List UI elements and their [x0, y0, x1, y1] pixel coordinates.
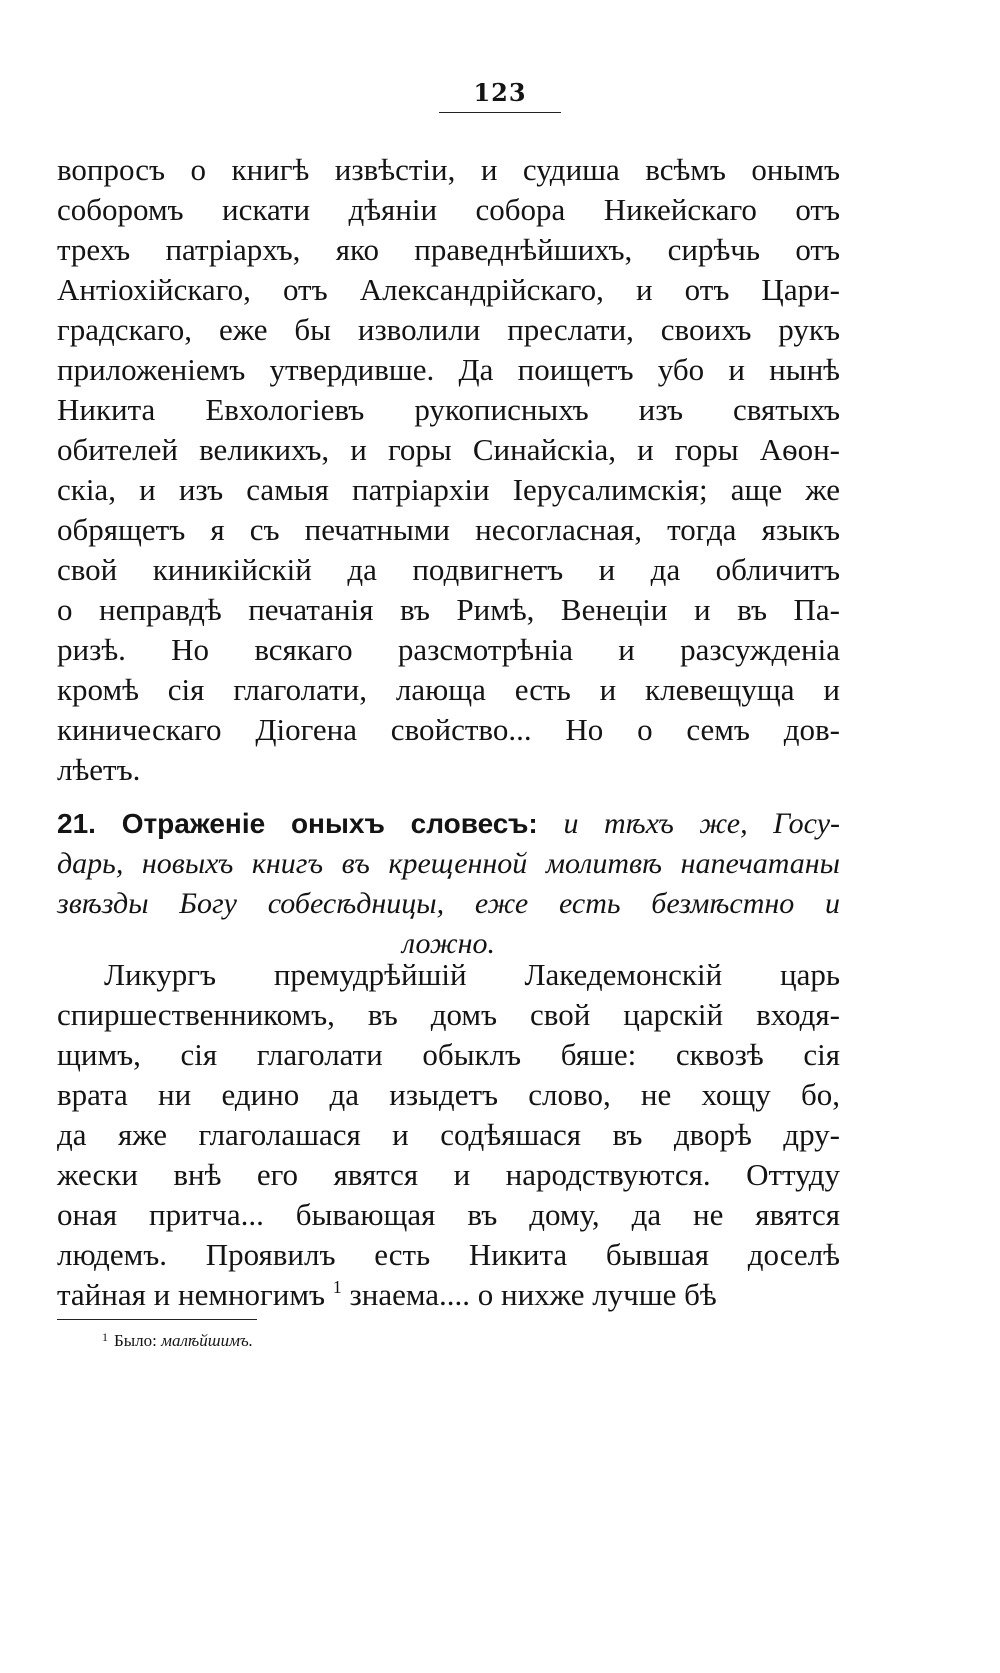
paragraph-2	[57, 955, 840, 1315]
paragraph-1-line: о неправдѣ печатанія въ Римѣ, Венеціи и въ Па-	[57, 592, 840, 627]
paragraph-2-line: щимъ, сія глаголати обыклъ бяше: сквозѣ сія	[57, 1037, 840, 1072]
paragraph-1-line: обителей великихъ, и горы Синайскіа, и горы Аѳон-	[57, 432, 840, 467]
heading-label: Отраженіе оныхъ словесъ:	[121, 808, 538, 839]
footnote-divider	[57, 1319, 257, 1320]
paragraph-1	[57, 150, 840, 790]
paragraph-2-lines	[57, 955, 840, 1275]
last-line-before-mark: тайная и немногимъ	[57, 1277, 325, 1312]
paragraph-1-line: свой киникійскій да подвигнетъ и да обличитъ	[57, 552, 840, 587]
paragraph-2-last-line	[57, 1275, 840, 1315]
heading-italic-4: ложно.	[402, 927, 495, 960]
paragraph-2-line: врата ни едино да изыдетъ слово, не хощу бо,	[57, 1077, 840, 1112]
paragraph-1-line: приложеніемъ утвердивше. Да поищетъ убо и нынѣ	[57, 352, 840, 387]
footnote	[102, 1326, 253, 1352]
heading-line-2	[57, 843, 840, 883]
paragraph-1-line: вопросъ о книгѣ извѣстіи, и судиша всѣмъ онымъ	[57, 152, 840, 187]
heading-italic-3: звѣзды Богу собесѣдницы, еже есть безмѣстно и	[57, 887, 840, 920]
heading-line-1	[57, 803, 840, 843]
heading-italic-1: и тѣхъ же, Госу-	[563, 807, 841, 840]
paragraph-1-line: трехъ патріархъ, яко праведнѣйшихъ, сирѣчь отъ	[57, 232, 840, 267]
section-heading	[57, 803, 840, 963]
paragraph-1-line: Антіохійскаго, отъ Александрійскаго, и отъ Цари-	[57, 272, 840, 307]
paragraph-1-line: лѣетъ.	[57, 752, 141, 787]
paragraph-2-line: жески внѣ его явятся и народствуются. Оттуду	[57, 1157, 840, 1192]
footnote-mark: 1	[102, 1330, 108, 1344]
paragraph-1-line: градскаго, еже бы изволили преслати, своихъ рукъ	[57, 312, 840, 347]
paragraph-1-line: кромѣ сія глаголати, лающа есть и клевещуща и	[57, 672, 840, 707]
page-number-container	[0, 78, 1000, 113]
paragraph-2-line: да яже глаголашася и содѣяшася въ дворѣ дру-	[57, 1117, 840, 1152]
paragraph-1-line: обрящетъ я съ печатными несогласная, тогда языкъ	[57, 512, 840, 547]
paragraph-1-line: Никита Евхологіевъ рукописныхъ изъ святыхъ	[57, 392, 840, 427]
paragraph-2-line: спиршественникомъ, въ домъ свой царскій входя-	[57, 997, 840, 1032]
paragraph-1-line: скіа, и изъ самыя патріархіи Іерусалимскія; аще же	[57, 472, 840, 507]
footnote-reference: 1	[332, 1277, 342, 1297]
footnote-italic-text: малѣйшимъ.	[161, 1331, 253, 1350]
paragraph-1-line: соборомъ искати дѣяніи собора Никейскаго отъ	[57, 192, 840, 227]
paragraph-1-line: киническаго Діогена свойство... Но о семъ дов-	[57, 712, 840, 747]
heading-italic-2: дарь, новыхъ книгъ въ крещенной молитвѣ напечатаны	[57, 847, 840, 880]
paragraph-2-line: людемъ. Проявилъ есть Никита бывшая доселѣ	[57, 1237, 840, 1272]
last-line-after-mark: знаема.... о нихже лучше бѣ	[349, 1277, 717, 1312]
footnote-label: Было:	[114, 1331, 157, 1350]
page-number: 123	[439, 78, 560, 113]
heading-number: 21.	[57, 808, 96, 839]
paragraph-2-line: Ликургъ премудрѣйшій Лакедемонскій царь	[104, 957, 840, 992]
paragraph-2-line: оная притча... бывающая въ дому, да не явятся	[57, 1197, 840, 1232]
heading-line-3	[57, 883, 840, 923]
paragraph-1-line: ризѣ. Но всякаго разсмотрѣніа и разсужденіа	[57, 632, 840, 667]
